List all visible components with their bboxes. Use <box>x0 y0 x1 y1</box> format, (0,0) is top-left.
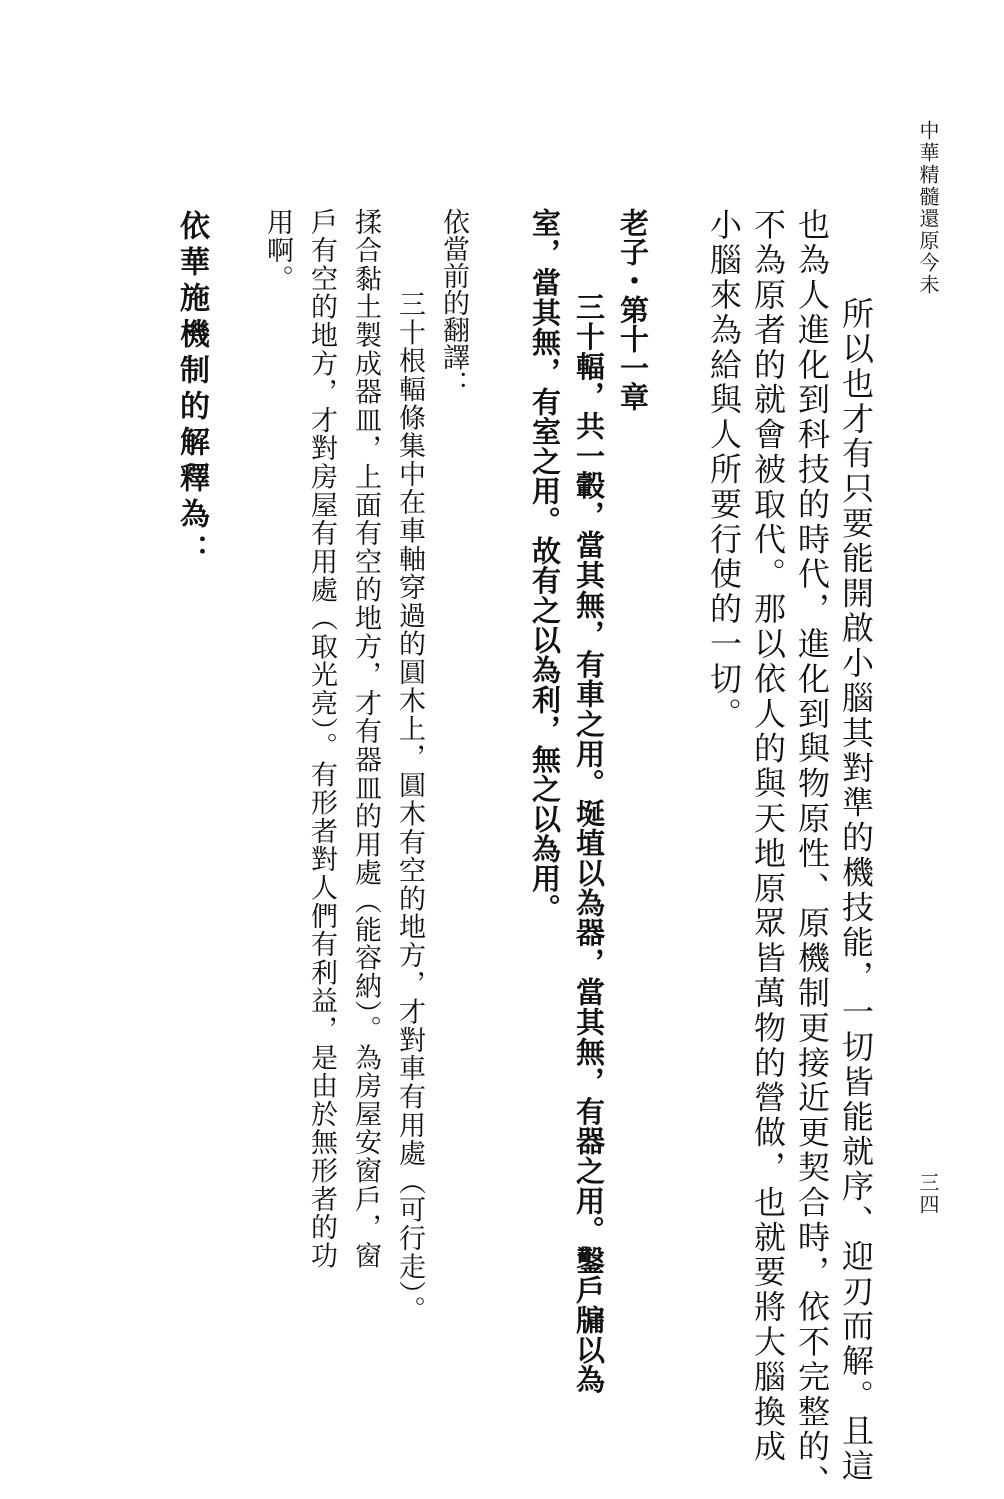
quote-line: 三十輻，共一轂，當其無，有車之用。埏埴以為器，當其無，有器之用。鑿戶牖以為 <box>572 262 606 1395</box>
translation-line: 戶有空的地方，才對房屋有用處（取光亮）。有形者對人們有利益，是由於無形者的功 <box>306 208 337 1270</box>
book-title: 中華精髓還原今未 <box>916 120 940 296</box>
text-line: 所以也才有只要能開啟小腦其對準的機技能，一切皆能就序、迎刃而解。且這 <box>837 262 875 1484</box>
text-line: 也為人進化到科技的時代，進化到與物原性、原機制更接近更契合時，依不完整的、 <box>793 208 831 1499</box>
section-heading: 老子・第十一章 <box>616 208 650 411</box>
text-line: 小腦來為給與人所要行使的一切。 <box>705 208 743 732</box>
translation-line: 用啊。 <box>262 208 293 293</box>
translation-heading: 依當前的翻譯： <box>438 208 469 397</box>
quote-line: 室，當其無，有室之用。故有之以為利，無之以為用。 <box>528 208 562 924</box>
translation-line: 三十根輻條集中在車軸穿過的圓木上，圓木有空的地方，才對車有用處（可行走）。 <box>394 262 425 1324</box>
final-heading: 依華施機制的解釋為： <box>174 210 209 570</box>
translation-line: 揉合黏土製成器皿，上面有空的地方，才有器皿的用處（能容納）。為房屋安窗戶，窗 <box>350 208 381 1270</box>
page-number: 三四 <box>916 1172 940 1216</box>
text-line: 不為原者的就會被取代。那以依人的與天地原眾皆萬物的營做，也就要將大腦換成 <box>749 208 787 1465</box>
